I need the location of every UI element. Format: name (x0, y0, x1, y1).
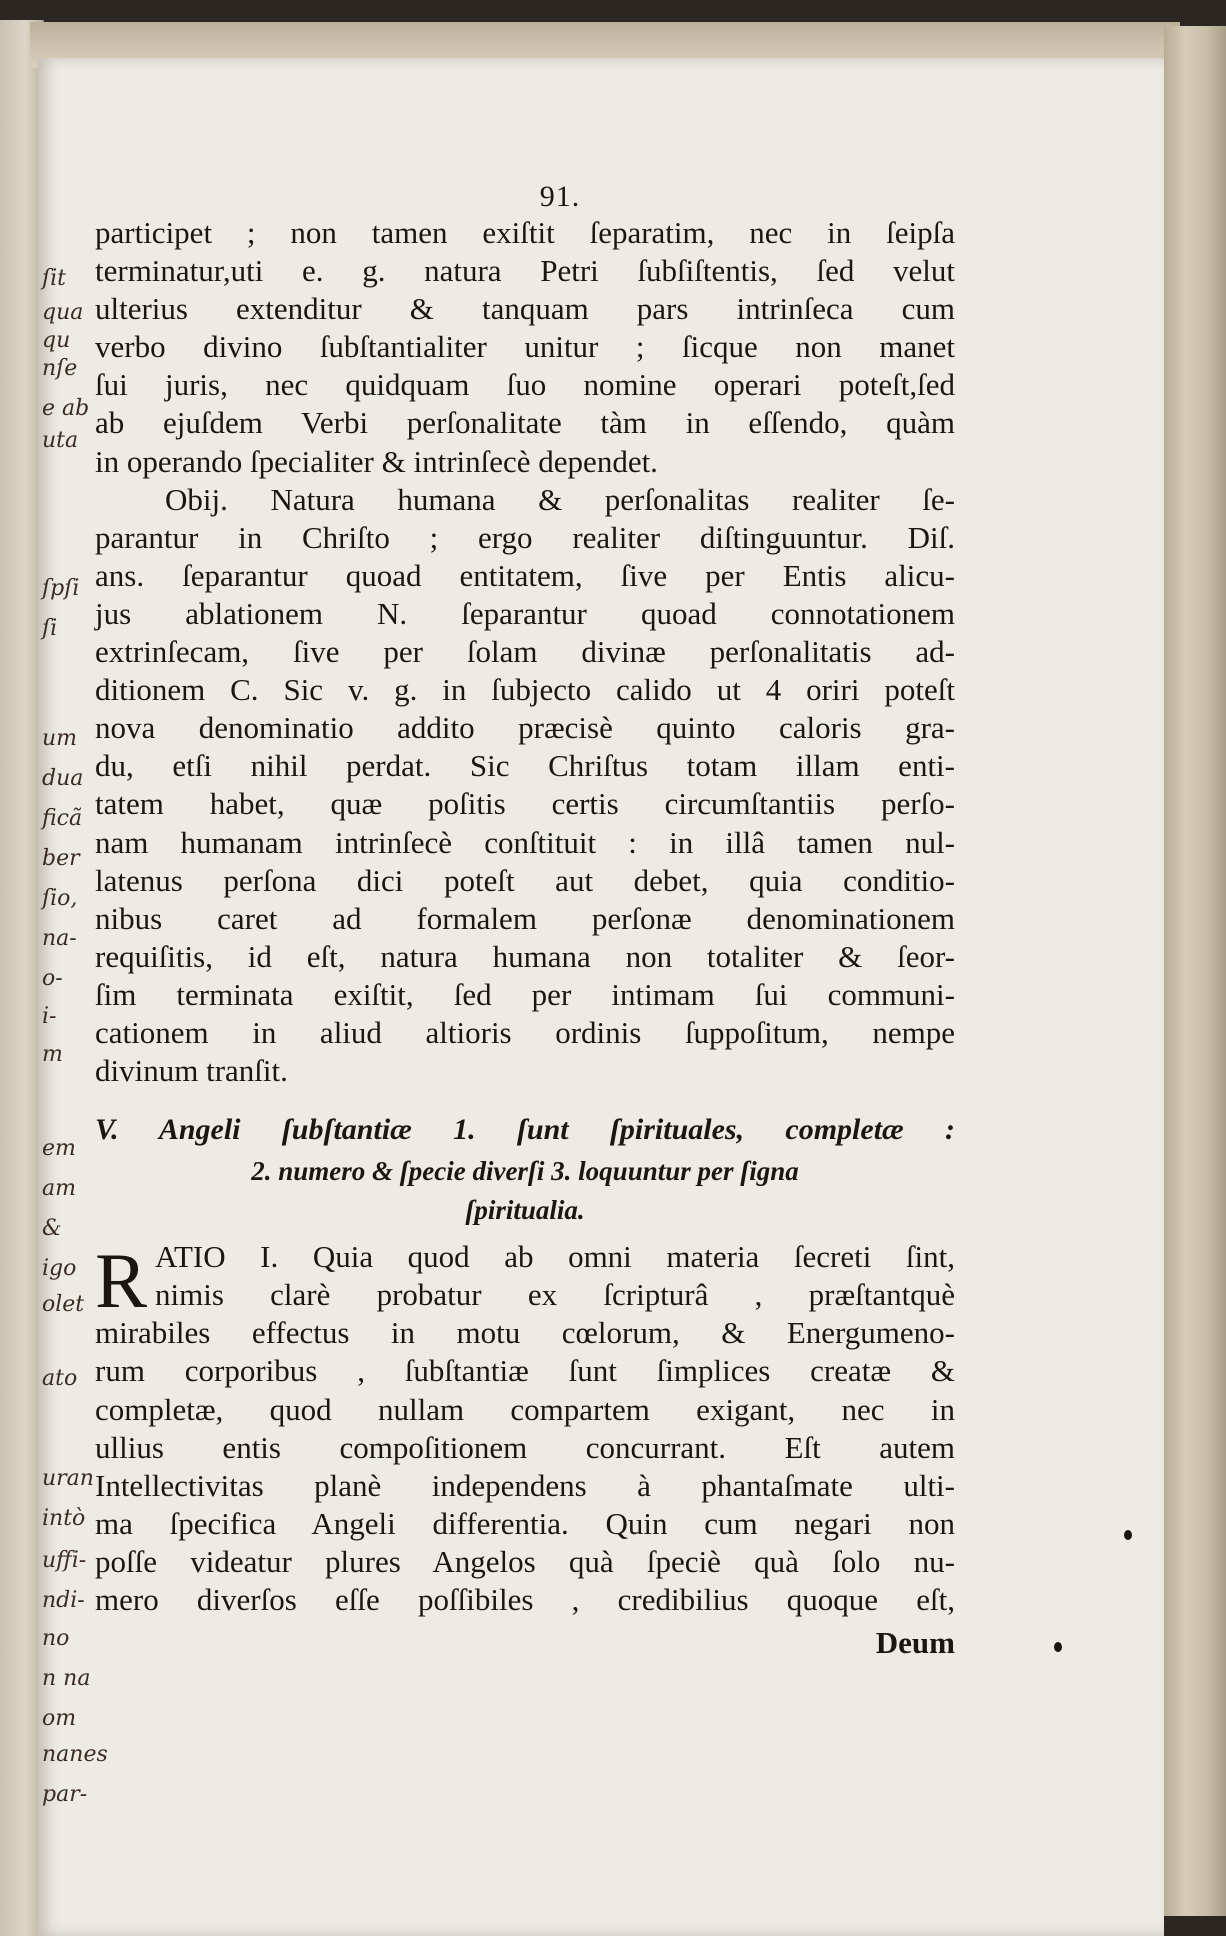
text-line: rum corporibus , ſubſtantiæ ſunt ſimplices creatæ & (95, 1353, 955, 1389)
margin-fragment: ſi (42, 616, 58, 641)
margin-fragment: ficã (42, 806, 83, 831)
text-line: parantur in Chriſto ; ergo realiter diſtinguuntur. Diſ. (95, 519, 955, 555)
margin-fragment: ndi- (42, 1588, 85, 1613)
margin-fragment: m (42, 1042, 63, 1067)
margin-fragment: par- (42, 1782, 88, 1807)
catchword: Deum (875, 1625, 955, 1661)
margin-fragment: uta (42, 428, 79, 453)
ink-spot (1054, 1642, 1062, 1652)
text-line: jus ablationem N. ſeparantur quoad connotationem (95, 595, 955, 631)
margin-fragment: um (42, 726, 78, 751)
margin-fragment: n na (42, 1666, 91, 1691)
margin-fragment: nſe (42, 356, 78, 381)
text-line: Obij. Natura humana & perſonalitas realiter ſe- (165, 481, 955, 517)
text-line: latenus perſona dici poteſt aut debet, quia conditio- (95, 862, 955, 898)
text-line: Intellectivitas planè independens à phantaſmate ulti- (95, 1467, 955, 1503)
text-line: mero diverſos eſſe poſſibiles , credibilius quoque eſt, (95, 1582, 955, 1617)
text-line: ſim terminata exiſtit, ſed per intimam ſui communi- (95, 976, 955, 1012)
text-line: ditionem C. Sic v. g. in ſubjecto calido ut 4 oriri poteſt (95, 672, 955, 708)
margin-fragment: uran (42, 1466, 94, 1491)
text-line: nam humanam intrinſecè conſtituit : in illâ tamen nul- (95, 824, 955, 860)
text-line: cationem in aliud altioris ordinis ſuppoſitum, nempe (95, 1014, 955, 1050)
text-line: completæ, quod nullam compartem exigant, nec in (95, 1391, 955, 1427)
text-line: nibus caret ad formalem perſonæ denominationem (95, 900, 955, 936)
text-line: terminatur,uti e. g. natura Petri ſubſiſtentis, ſed velut (95, 253, 955, 289)
margin-fragment: ber (42, 846, 80, 871)
margin-fragment: e ab (42, 396, 90, 421)
text-line: ab ejuſdem Verbi perſonalitate tàm in eſſendo, quàm (95, 405, 955, 441)
margin-fragment: dua (42, 766, 84, 791)
margin-fragment: qu (42, 328, 71, 353)
margin-fragment: na- (42, 926, 77, 951)
heading-line: V. Angeli ſubſtantiæ 1. ſunt ſpirituales, completæ : (95, 1113, 955, 1147)
text-line: extrinſecam, ſive per ſolam divinæ perſonalitatis ad- (95, 634, 955, 670)
margin-fragment: ſit (42, 266, 67, 291)
text-line: mirabiles effectus in motu cœlorum, & Energumeno- (95, 1315, 955, 1351)
text-line: poſſe videatur plures Angelos quà ſpeciè quà ſolo nu- (95, 1543, 955, 1579)
text-line: du, etſi nihil perdat. Sic Chriſtus totam illam enti- (95, 748, 955, 784)
text-line: verbo divino ſubſtantialiter unitur ; ſicque non manet (95, 329, 955, 365)
page-fore-edge (1164, 26, 1226, 1916)
margin-fragment: ſpſi (42, 576, 80, 601)
margin-fragment: igo (42, 1256, 77, 1281)
text-line: participet ; non tamen exiſtit ſeparatim, nec in ſeipſa (95, 215, 955, 250)
margin-fragment: uffi- (42, 1548, 87, 1573)
margin-fragment: ato (42, 1366, 78, 1391)
margin-fragment: olet (42, 1292, 85, 1317)
margin-fragment: ſio, (42, 886, 78, 911)
text-line: requiſitis, id eſt, natura humana non totaliter & ſeor- (95, 938, 955, 974)
paragraph-3 (95, 1237, 955, 1325)
margin-fragment: & (42, 1216, 62, 1241)
text-line: ullius entis compoſitionem concurrant. Eſt autem (95, 1429, 955, 1465)
text-line: ſui juris, nec quidquam ſuo nomine operari poteſt,ſed (95, 367, 955, 403)
text-line: in operando ſpecialiter & intrinſecè dependet. (95, 443, 658, 479)
heading-line: ſpiritualia. (465, 1195, 585, 1226)
ink-spot (1124, 1530, 1132, 1540)
page-number: 91. (539, 180, 581, 213)
text-line: nova denominatio addito præcisè quinto caloris gra- (95, 710, 955, 746)
text-line: divinum tranſit. (95, 1053, 288, 1089)
text-line: ATIO I. Quia quod ab omni materia ſecreti ſint, (155, 1239, 955, 1275)
text-line: tatem habet, quæ poſitis certis circumſtantiis perſo- (95, 786, 955, 822)
paragraph-1 (95, 214, 955, 481)
margin-fragment: om (42, 1706, 77, 1731)
text-line: nimis clarè probatur ex ſcripturâ , præſtantquè (155, 1277, 955, 1313)
margin-fragment: am (42, 1176, 76, 1201)
margin-fragment: intò (42, 1506, 86, 1531)
paragraph-3-cont (95, 1314, 955, 1619)
margin-fragment: qua (42, 300, 84, 325)
section-heading (95, 1108, 955, 1230)
margin-fragment: nanes (42, 1742, 108, 1767)
text-line: ma ſpecifica Angeli differentia. Quin cum negari non (95, 1505, 955, 1541)
paragraph-2 (95, 481, 955, 1091)
margin-fragment: i- (42, 1004, 57, 1029)
margin-fragment: em (42, 1136, 76, 1161)
text-line: ans. ſeparantur quoad entitatem, ſive per Entis alicu- (95, 557, 955, 593)
text-line: ulterius extenditur & tanquam pars intrinſeca cum (95, 291, 955, 327)
page-text (95, 180, 955, 1663)
margin-fragment: o- (42, 966, 63, 991)
margin-fragment: no (42, 1626, 70, 1651)
drop-cap: R (95, 1237, 148, 1325)
heading-line: 2. numero & ſpecie diverſi 3. loquuntur per ſigna (251, 1156, 799, 1187)
